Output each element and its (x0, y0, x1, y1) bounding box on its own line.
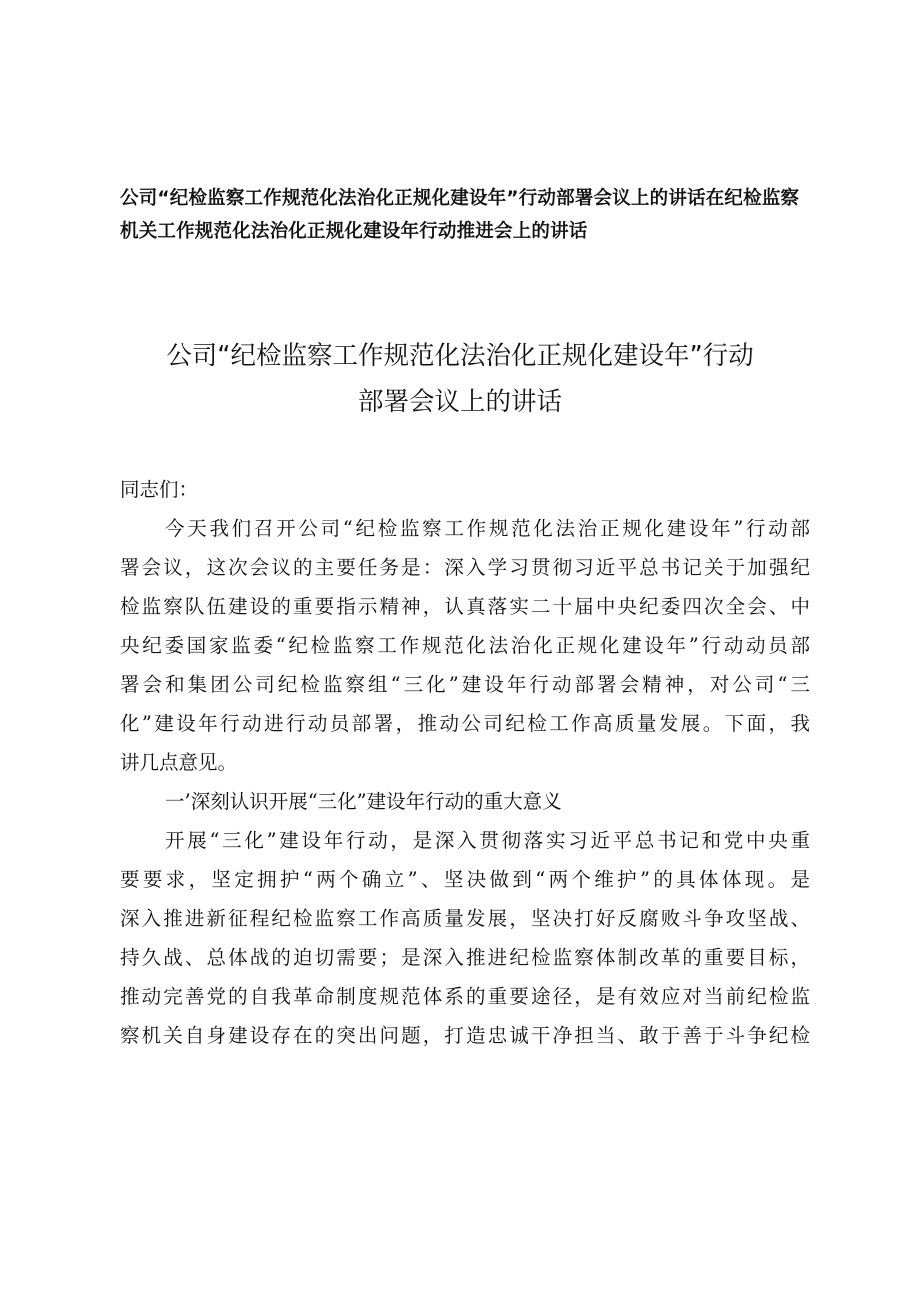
paragraph-line: 推动完善党的自我革命制度规范体系的重要途径，是有效应对当前纪检监 (120, 985, 810, 1008)
paragraph-line: 深入推进新征程纪检监察工作高质量发展，坚决打好反腐败斗争攻坚战、 (120, 907, 810, 930)
paragraph-line: 今天我们召开公司“纪检监察工作规范化法治正规化建设年”行动部 (165, 517, 810, 540)
speech-title-line-2: 部署会议上的讲话 (357, 387, 562, 417)
paragraph-line: 署会和集团公司纪检监察组“三化”建设年行动部署会精神，对公司“三 (120, 673, 810, 696)
header-title-line-1: 公司“纪检监察工作规范化法治化正规化建设年”行动部署会议上的讲话在纪检监察 (120, 188, 800, 209)
document-header-title (120, 182, 810, 248)
paragraph-line: 央纪委国家监委“纪检监察工作规范化法治化正规化建设年”行动动员部 (120, 634, 810, 657)
paragraph-line: 开展“三化”建设年行动，是深入贯彻落实习近平总书记和党中央重 (165, 829, 810, 852)
speech-body (120, 470, 810, 1055)
paragraph-opening (120, 509, 810, 782)
paragraph-line: 要要求，坚定拥护“两个确立”、坚决做到“两个维护”的具体体现。是 (120, 868, 810, 891)
paragraph-section-1 (120, 821, 810, 1055)
paragraph-line: 察机关自身建设存在的突出问题，打造忠诚干净担当、敢于善于斗争纪检 (120, 1024, 810, 1047)
paragraph-line: 署会议，这次会议的主要任务是：深入学习贯彻习近平总书记关于加强纪 (120, 556, 810, 579)
paragraph-line: 讲几点意见。 (120, 751, 238, 774)
speech-title-line-1: 公司“纪检监察工作规范化法治化正规化建设年”行动 (166, 341, 754, 371)
paragraph-line: 检监察队伍建设的重要指示精神，认真落实二十届中央纪委四次全会、中 (120, 595, 810, 618)
paragraph-line: 化”建设年行动进行动员部署，推动公司纪检工作高质量发展。下面，我 (120, 712, 810, 735)
section-heading-1: 一’深刻认识开展“三化”建设年行动的重大意义 (165, 790, 562, 813)
salutation: 同志们： (120, 478, 199, 501)
header-title-line-2: 机关工作规范化法治化正规化建设年行动推进会上的讲话 (120, 221, 588, 242)
paragraph-line: 持久战、总体战的迫切需要；是深入推进纪检监察体制改革的重要目标， (120, 946, 810, 969)
speech-title (100, 333, 820, 425)
